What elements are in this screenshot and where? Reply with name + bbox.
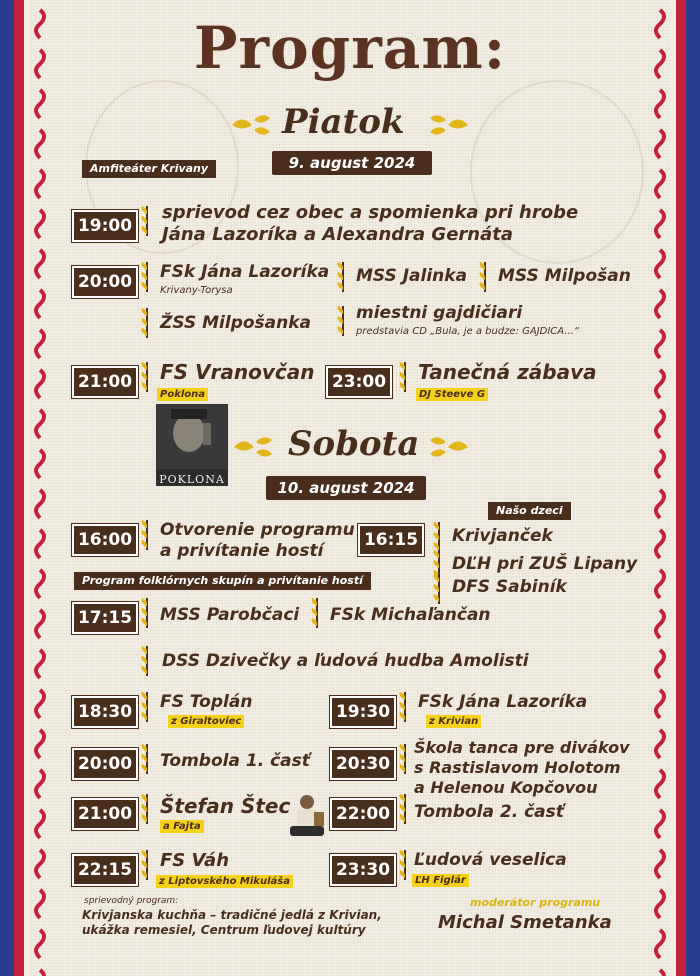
event-subtitle: DJ Steeve G bbox=[416, 388, 488, 401]
time-badge: 17:15 bbox=[72, 602, 138, 634]
kids-group: Krivjanček bbox=[452, 526, 553, 546]
venue-tag: Amfiteáter Krivany bbox=[82, 160, 216, 178]
event-text: FS Toplán bbox=[160, 692, 253, 712]
time-badge: 21:00 bbox=[72, 366, 138, 398]
wheat-ornament-icon bbox=[228, 110, 272, 140]
time-badge: 22:15 bbox=[72, 854, 138, 886]
border-motif bbox=[36, 330, 44, 358]
border-motif bbox=[36, 210, 44, 238]
leaf-divider-icon bbox=[140, 646, 154, 676]
wheat-ornament-icon bbox=[230, 432, 274, 462]
leaf-divider-icon bbox=[140, 520, 154, 550]
event-text: a Helenou Kopčovou bbox=[414, 778, 598, 797]
poster-label: POKLONA bbox=[159, 473, 225, 486]
border-motif bbox=[656, 370, 664, 398]
leaf-divider-icon bbox=[140, 308, 154, 338]
leaf-divider-icon bbox=[140, 206, 154, 236]
leaf-divider-icon bbox=[140, 362, 154, 392]
border-motif bbox=[36, 450, 44, 478]
border-motif bbox=[36, 570, 44, 598]
event-text: FSk Jána Lazoríka bbox=[418, 692, 588, 712]
event-text: Tanečná zábava bbox=[418, 360, 597, 384]
border-motif bbox=[656, 330, 664, 358]
border-motif bbox=[36, 930, 44, 958]
leaf-divider-icon bbox=[398, 362, 412, 392]
leaf-divider-icon bbox=[140, 598, 154, 628]
border-motif bbox=[656, 930, 664, 958]
time-badge: 19:30 bbox=[330, 696, 396, 728]
page-title: Program: bbox=[193, 14, 507, 82]
event-text: Tombola 2. časť bbox=[414, 802, 564, 822]
event-subtitle: Poklona bbox=[157, 388, 208, 401]
border-motif bbox=[36, 610, 44, 638]
leaf-divider-icon bbox=[336, 262, 350, 292]
event-text: a privítanie hostí bbox=[160, 541, 324, 561]
border-motif bbox=[656, 530, 664, 558]
wheat-ornament-icon bbox=[428, 432, 472, 462]
time-badge: 20:00 bbox=[72, 748, 138, 780]
event-subtitle: a Fajta bbox=[160, 820, 204, 833]
border-motif bbox=[36, 850, 44, 878]
event-text: miestni gajdičiari bbox=[356, 303, 523, 323]
border-motif bbox=[656, 290, 664, 318]
border-motif bbox=[656, 490, 664, 518]
border-motif bbox=[656, 170, 664, 198]
date-friday: 9. august 2024 bbox=[272, 151, 432, 175]
event-text: MSS Milpošan bbox=[498, 266, 631, 286]
time-badge: 23:30 bbox=[330, 854, 396, 886]
leaf-divider-icon bbox=[140, 850, 154, 880]
time-badge: 19:00 bbox=[72, 210, 138, 242]
leaf-divider-icon bbox=[478, 262, 492, 292]
time-badge: 20:30 bbox=[330, 748, 396, 780]
border-motif bbox=[656, 610, 664, 638]
border-motif bbox=[656, 690, 664, 718]
leaf-divider-icon bbox=[398, 850, 412, 880]
border-motif bbox=[36, 290, 44, 318]
moderator-name: Michal Smetanka bbox=[438, 912, 612, 933]
border-motif bbox=[36, 650, 44, 678]
time-badge: 16:15 bbox=[358, 524, 424, 556]
border-motif bbox=[36, 810, 44, 838]
border-motif bbox=[656, 730, 664, 758]
event-text: s Rastislavom Holotom bbox=[414, 758, 621, 777]
leaf-divider-icon bbox=[140, 794, 154, 824]
border-motif bbox=[36, 170, 44, 198]
time-badge: 16:00 bbox=[72, 524, 138, 556]
folk-border-left bbox=[0, 0, 62, 976]
leaf-divider-icon bbox=[398, 692, 412, 722]
leaf-divider-icon bbox=[432, 522, 446, 552]
time-badge: 20:00 bbox=[72, 266, 138, 298]
border-motif bbox=[36, 530, 44, 558]
day-heading-saturday: Sobota bbox=[288, 424, 420, 464]
time-badge: 22:00 bbox=[330, 798, 396, 830]
kids-group: DĽH pri ZUŠ Lipany bbox=[452, 554, 638, 574]
border-motif bbox=[36, 770, 44, 798]
performer-photo-icon bbox=[284, 792, 330, 840]
border-motif bbox=[36, 250, 44, 278]
leaf-divider-icon bbox=[432, 574, 446, 604]
event-text: ŽSS Milpošanka bbox=[160, 313, 312, 333]
event-text: Škola tanca pre divákov bbox=[414, 738, 630, 757]
event-subtitle: Krivany-Torysa bbox=[160, 285, 233, 296]
event-text: sprievod cez obec a spomienka pri hrobe bbox=[162, 202, 579, 223]
border-motif bbox=[656, 450, 664, 478]
event-subtitle: z Giraltoviec bbox=[168, 715, 244, 728]
border-motif bbox=[656, 970, 664, 976]
border-motif bbox=[656, 250, 664, 278]
time-badge: 21:00 bbox=[72, 798, 138, 830]
event-text: MSS Parobčaci bbox=[160, 605, 300, 625]
border-motif bbox=[656, 650, 664, 678]
event-subtitle: predstavia CD „Bula, je a budze: GAJDICA...“ bbox=[356, 326, 580, 337]
event-text: FS Váh bbox=[160, 850, 230, 871]
border-motif bbox=[36, 90, 44, 118]
border-motif bbox=[36, 490, 44, 518]
event-text: Jána Lazoríka a Alexandra Gernáta bbox=[162, 224, 513, 245]
leaf-divider-icon bbox=[336, 306, 350, 336]
leaf-divider-icon bbox=[398, 794, 412, 824]
event-subtitle: z Liptovského Mikuláša bbox=[156, 875, 293, 888]
kids-group: DFS Sabiník bbox=[452, 577, 567, 597]
border-motif bbox=[36, 370, 44, 398]
poklona-poster-image bbox=[156, 404, 228, 486]
event-text: Štefan Štec bbox=[160, 794, 291, 818]
border-motif bbox=[656, 90, 664, 118]
border-motif bbox=[656, 570, 664, 598]
leaf-divider-icon bbox=[310, 598, 324, 628]
border-motif bbox=[36, 890, 44, 918]
border-motif bbox=[656, 130, 664, 158]
event-text: MSS Jalinka bbox=[356, 266, 468, 286]
border-motif bbox=[36, 730, 44, 758]
event-text: Ľudová veselica bbox=[414, 850, 567, 870]
side-program-line: ukážka remesiel, Centrum ľudovej kultúry bbox=[82, 923, 366, 937]
border-motif bbox=[656, 850, 664, 878]
leaf-divider-icon bbox=[140, 262, 154, 292]
border-motif bbox=[656, 890, 664, 918]
border-motif bbox=[656, 210, 664, 238]
portrait-icon bbox=[157, 405, 227, 469]
moderator-label: moderátor programu bbox=[470, 896, 601, 909]
event-text: FSk Michaľančan bbox=[330, 605, 491, 625]
border-motif bbox=[656, 810, 664, 838]
day-heading-friday: Piatok bbox=[282, 102, 405, 142]
border-motif bbox=[36, 410, 44, 438]
wheat-ornament-icon bbox=[428, 110, 472, 140]
program-tag: Program folklórnych skupín a privítanie hostí bbox=[74, 572, 371, 590]
date-saturday: 10. august 2024 bbox=[266, 476, 426, 500]
event-text: DSS Dzivečky a ľudová hudba Amolisti bbox=[162, 651, 529, 671]
leaf-divider-icon bbox=[140, 692, 154, 722]
border-motif bbox=[36, 970, 44, 976]
side-program-title: sprievodný program: bbox=[84, 896, 179, 906]
leaf-divider-icon bbox=[140, 744, 154, 774]
event-subtitle: z Krivian bbox=[426, 715, 481, 728]
border-motif bbox=[36, 690, 44, 718]
kids-tag: Našo dzeci bbox=[488, 502, 571, 520]
event-text: Otvorenie programu bbox=[160, 520, 355, 540]
border-motif bbox=[36, 130, 44, 158]
folk-border-right bbox=[638, 0, 700, 976]
time-badge: 18:30 bbox=[72, 696, 138, 728]
event-text: FS Vranovčan bbox=[160, 360, 315, 384]
side-program-line: Krivjanska kuchňa – tradičné jedlá z Krivian, bbox=[82, 908, 382, 922]
border-motif bbox=[656, 770, 664, 798]
event-text: FSk Jána Lazoríka bbox=[160, 262, 330, 282]
event-text: Tombola 1. časť bbox=[160, 751, 310, 771]
leaf-divider-icon bbox=[398, 744, 412, 774]
time-badge: 23:00 bbox=[326, 366, 392, 398]
event-subtitle: ĽH Figlár bbox=[412, 874, 469, 887]
border-motif bbox=[656, 410, 664, 438]
